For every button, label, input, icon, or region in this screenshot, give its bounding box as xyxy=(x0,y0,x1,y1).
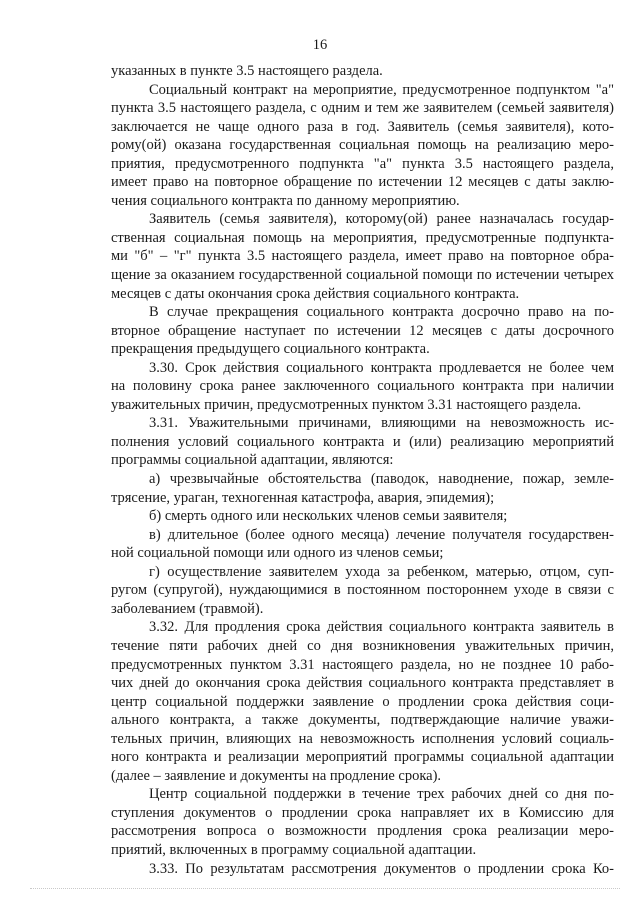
text-line: Заявитель (семья заявителя), которому(ой) ранее назначалась государ- xyxy=(149,211,614,228)
text-line: рому(ой) оказана государственная социальная помощь на реализацию меро- xyxy=(111,137,614,154)
text-line: а) чрезвычайные обстоятельства (паводок, наводнение, пожар, земле- xyxy=(149,471,614,488)
text-line: ального контракта, а также документы, подтверждающие наличие уважи- xyxy=(111,712,614,729)
document-body xyxy=(111,62,614,878)
text-line: 3.30. Срок действия социального контракта продлевается не более чем xyxy=(149,359,614,376)
text-line: Социальный контракт на мероприятие, предусмотренное подпунктом "а" xyxy=(149,81,614,98)
text-line: пункта 3.5 настоящего раздела, с одним и тем же заявителем (семьей заявителя) xyxy=(111,100,614,117)
text-line: программы социальной адаптации, являются: xyxy=(111,452,394,469)
text-line: 3.31. Уважительными причинами, влияющими на невозможность ис- xyxy=(149,415,614,432)
text-line: ного контракта и реализации мероприятий программы социальной адаптации xyxy=(111,749,614,766)
text-line: приятия, предусмотренного подпункта "а" пункта 3.5 настоящего раздела, xyxy=(111,155,614,172)
text-line: месяцев с даты окончания срока действия социального контракта. xyxy=(111,285,520,302)
text-line: щение за оказанием государственной социальной помощи по истечении четырех xyxy=(111,267,614,284)
text-line: имеет право на повторное обращение по истечении 12 месяцев с даты заклю- xyxy=(111,174,614,191)
text-line: чих дней до окончания срока действия социального контракта представляет в xyxy=(111,675,614,692)
page-number: 16 xyxy=(312,37,328,53)
text-line: рассмотрения вопроса о возможности продления срока реализации меро- xyxy=(111,823,614,840)
text-line: заключается не чаще одного раза в год. Заявитель (семья заявителя), кото- xyxy=(111,118,614,135)
text-line: ругом (супругой), нуждающимися в постоянном постороннем уходе в связи с xyxy=(111,582,614,599)
text-line: полнения условий социального контракта и (или) реализацию мероприятий xyxy=(111,433,614,450)
text-line: (далее – заявление и документы на продление срока). xyxy=(111,767,442,784)
text-line: в) длительное (более одного месяца) лечение получателя государствен- xyxy=(149,526,614,543)
text-line: ственная социальная помощь на мероприятия, предусмотренные подпункта- xyxy=(111,229,614,246)
text-line: 3.32. Для продления срока действия социального контракта заявитель в xyxy=(149,619,614,636)
text-line: уважительных причин, предусмотренных пунктом 3.31 настоящего раздела. xyxy=(111,396,582,413)
text-line: тельных причин, влияющих на невозможность исполнения условий социаль- xyxy=(111,730,614,747)
text-line: г) осуществление заявителем ухода за ребенком, матерью, отцом, суп- xyxy=(149,563,614,580)
text-line: течение пяти рабочих дней со дня возникновения уважительных причин, xyxy=(111,637,614,654)
scan-artifact-line xyxy=(30,888,620,890)
text-line: вторное обращение наступает по истечении 12 месяцев с даты досрочного xyxy=(111,322,614,339)
text-line: ной социальной помощи или одного из членов семьи; xyxy=(111,545,444,562)
text-line: приятий, включенных в программу социальной адаптации. xyxy=(111,841,477,858)
text-line: на половину срока ранее заключенного социального контракта при наличии xyxy=(111,378,614,395)
text-line: предусмотренных пунктом 3.31 настоящего раздела, но не позднее 10 рабо- xyxy=(111,656,614,673)
text-line: В случае прекращения социального контракта досрочно право на по- xyxy=(149,304,614,321)
text-line: указанных в пункте 3.5 настоящего раздела. xyxy=(111,63,383,79)
text-line: б) смерть одного или нескольких членов семьи заявителя; xyxy=(149,508,508,525)
text-line: 3.33. По результатам рассмотрения документов о продлении срока Ко- xyxy=(149,860,614,877)
text-line: прекращения предыдущего социального контракта. xyxy=(111,341,430,358)
text-line: Центр социальной поддержки в течение трех рабочих дней со дня по- xyxy=(149,786,614,803)
text-line: ступления документов о продлении срока направляет их в Комиссию для xyxy=(111,804,614,821)
text-line: ми "б" – "г" пункта 3.5 настоящего раздела, имеет право на повторное обра- xyxy=(111,248,614,265)
text-line: чения социального контракта по данному мероприятию. xyxy=(111,192,460,209)
text-line: заболеванием (травмой). xyxy=(111,600,264,617)
text-line: трясение, ураган, техногенная катастрофа, авария, эпидемия); xyxy=(111,489,495,506)
text-line: центр социальной поддержки заявление о продлении срока действия соци- xyxy=(111,693,614,710)
